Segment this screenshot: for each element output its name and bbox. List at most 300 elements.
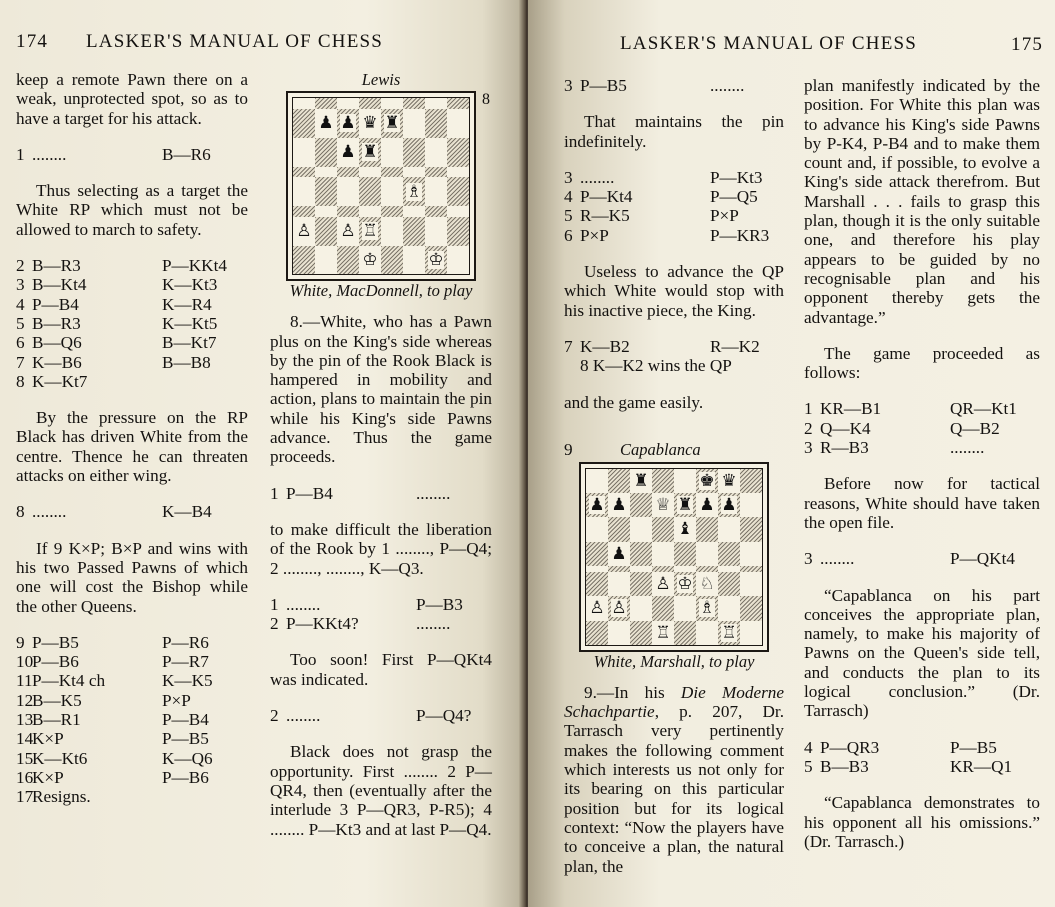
board-square [337,167,359,178]
board-square [652,493,674,517]
move-number: 4 [804,737,813,757]
black-move [162,372,248,391]
board-square [696,596,718,620]
move-list [564,337,784,356]
board-square [403,177,425,206]
board-square [381,167,403,178]
black-move [162,787,248,806]
board-square [381,206,403,217]
move-number: 3 [16,275,25,295]
move-number: 3 [564,167,573,187]
move-list [16,145,248,164]
move-number: 8 [16,371,25,391]
board-square [359,246,381,275]
board-square [293,217,315,246]
board-square [359,206,381,217]
chess-diagram-8 [286,91,476,281]
white-move: P—Kt4 [580,187,633,207]
chess-piece: ♝ [677,519,693,540]
black-move: P×P [162,690,191,710]
move-number: 5 [16,313,25,333]
black-move: P—B4 [162,710,209,730]
board-square [403,206,425,217]
board-square [381,177,403,206]
move-number: 1 [16,144,25,164]
move-row [270,614,492,633]
move-number: 6 [564,225,573,245]
board-square [381,138,403,167]
board-square [740,621,762,645]
white-move: P—Kt4 ch [32,671,106,691]
white-move: P—B5 [32,632,79,652]
board-square [586,542,608,566]
board-square [315,177,337,206]
board-square [674,542,696,566]
move-row [804,399,1040,418]
move-list [804,549,1040,568]
board-square [447,177,469,206]
paragraph: keep a remote Pawn there on a weak, unprotected spot, so as to have a target for his attack. [16,70,248,128]
board-square [359,177,381,206]
board-square [740,493,762,517]
white-move: ........ [286,706,321,726]
move-row [564,187,784,206]
board-square [381,98,403,109]
white-move: P—B4 [32,294,79,314]
white-move: KR—B1 [820,399,882,419]
move-number: 11 [16,671,33,691]
board-square [315,246,337,275]
move-number: 4 [564,187,573,207]
move-row [16,275,248,294]
board-square [425,109,447,138]
chess-piece: ♔ [362,249,378,270]
board-square [359,167,381,178]
chess-piece: ♟ [721,495,737,516]
chess-piece: ♜ [677,495,693,516]
diagram-number: 9 [564,439,573,459]
running-head: LASKER'S MANUAL OF CHESS [86,31,384,52]
move-row [564,76,784,95]
black-move: P—KR3 [710,225,770,245]
move-list [16,633,248,807]
board-square [293,98,315,109]
move-number: 4 [16,294,25,314]
board-square [425,167,447,178]
move-number: 2 [270,706,279,726]
white-move: P—KKt4? [286,614,359,634]
move-row [16,633,248,652]
paragraph: Too soon! First P—QKt4 was indicated. [270,650,492,689]
move-number: 10 [16,652,34,672]
chess-piece: ♚ [699,470,715,491]
white-move: B—R3 [32,256,81,276]
board-square [403,98,425,109]
board-square [425,138,447,167]
move-row [16,729,248,748]
paragraph: plan manifestly indicated by the position. For White this plan was to advance his King's side Pawns by P-K4, P-B4 and to make them count and, if possible, to evolve a King's side attack therefrom. But Marshall . . . fails to grasp this plan, though it is the only suitable one, and therefore his play appears to be guided by no recognisable plan and his opponent thereby gets the advantage.” [804,76,1040,327]
white-move: P—QR3 [820,737,880,757]
chess-piece: ♛ [362,113,378,134]
paragraph: That maintains the pin indefinitely. [564,112,784,151]
diagram-top-label: Lewis [361,70,401,89]
move-row [16,691,248,710]
move-row [804,549,1040,568]
black-move: P—Q4? [416,706,472,726]
chess-piece: ♜ [633,470,649,491]
diagram-number: 8 [482,91,490,108]
board-square [674,469,696,493]
chess-piece: ♟ [589,495,605,516]
board-square [718,621,740,645]
board-square [718,596,740,620]
board-square [447,109,469,138]
move-row [804,438,1040,457]
board-square [674,572,696,596]
black-move: P—B5 [162,729,209,749]
black-move: ........ [710,76,745,95]
board-square [696,572,718,596]
paragraph: Black does not grasp the opportunity. First ........ 2 P—QR4, then (eventually after the interlude 3 P—QR3, P-R5); 4 ........ P—Kt3 and at last P—Q4. [270,742,492,839]
board-square [425,217,447,246]
board-square [403,246,425,275]
board-square [696,621,718,645]
black-move: K—Q6 [162,748,213,768]
board-square [403,109,425,138]
move-row [16,749,248,768]
board-square [315,206,337,217]
move-row [16,333,248,352]
board-square [586,572,608,596]
running-head: LASKER'S MANUAL OF CHESS [620,33,918,54]
move-row [16,145,248,164]
move-row [16,314,248,333]
board-square [381,217,403,246]
black-move: K—B4 [162,502,212,522]
board-square [608,572,630,596]
board-square [447,98,469,109]
white-move: ........ [820,549,855,569]
board-square [447,217,469,246]
black-move: P—Q5 [710,187,758,207]
board-square [608,621,630,645]
chess-piece: ♗ [406,181,422,202]
move-row [564,168,784,187]
black-move: P—R7 [162,652,209,672]
board-square [652,517,674,541]
move-number: 3 [564,76,573,95]
right-page [528,0,1055,907]
page-number: 175 [1011,34,1044,55]
white-move: B—Q6 [32,333,82,353]
board-square [403,217,425,246]
board-square [315,217,337,246]
text-run: , p. 207, Dr. Tarrasch very pertinently makes the following comment which interests us not only for its bearing on this particular position but for its logical context: “Now the players have to conceive a plan, the natural plan, the [564,702,784,876]
board-square [674,493,696,517]
board-square [674,596,696,620]
chess-piece: ♟ [611,495,627,516]
black-move: B—B8 [162,352,211,372]
board-square [586,596,608,620]
board-square [696,542,718,566]
move-row [16,671,248,690]
move-row [16,710,248,729]
black-move: P—KKt4 [162,256,227,276]
paragraph: By the pressure on the RP Black has driven White from the centre. Thence he can threaten attacks on either wing. [16,408,248,486]
board-square [447,167,469,178]
board-square [652,469,674,493]
move-number: 7 [564,336,573,356]
move-number: 2 [270,614,279,634]
board-square [630,517,652,541]
black-move: ........ [416,614,451,634]
chess-piece: ♛ [721,470,737,491]
chess-piece: ♟ [611,543,627,564]
chess-piece: ♙ [611,598,627,619]
move-row [16,652,248,671]
board-square [630,542,652,566]
right-column-1 [564,76,784,893]
chess-piece: ♔ [428,249,444,270]
chess-piece: ♟ [340,113,356,134]
chess-piece: ♙ [340,221,356,242]
board-square [718,493,740,517]
move-row [16,502,248,521]
black-move: P×P [710,206,739,226]
white-move: ........ [32,502,67,522]
board-square [740,517,762,541]
move-number: 9 [16,632,25,652]
move-list [16,256,248,391]
white-move: Q—K4 [820,418,871,438]
move-row [16,372,248,391]
board-square [630,621,652,645]
board-square [293,109,315,138]
board-square [315,138,337,167]
board-square [740,572,762,596]
move-row [804,419,1040,438]
white-move: K×P [32,729,64,749]
board-square [337,98,359,109]
move-number: 2 [804,418,813,438]
board-square [447,246,469,275]
board-square [586,493,608,517]
board-square [403,138,425,167]
black-move: R—K2 [710,336,760,356]
chess-piece: ♙ [589,598,605,619]
board-square [381,246,403,275]
black-move: ........ [950,438,985,458]
white-move: K×P [32,767,64,787]
white-move: P—B6 [32,652,79,672]
board-square [586,469,608,493]
board-square [315,109,337,138]
white-move: B—R1 [32,710,81,730]
black-move: ........ [416,483,451,503]
board-square [586,621,608,645]
board-square [359,98,381,109]
board-square [381,109,403,138]
left-column-1 [16,70,248,807]
black-move: B—R6 [162,144,211,164]
board-square [293,206,315,217]
black-move: P—R6 [162,632,209,652]
move-number: 13 [16,710,34,730]
board-square [696,493,718,517]
board-square [293,246,315,275]
white-move: Resigns. [32,787,91,807]
move-number: 3 [804,549,813,569]
board-square [696,469,718,493]
board-square [718,469,740,493]
board-square [337,177,359,206]
move-list [804,399,1040,457]
chess-piece: ♖ [362,221,378,242]
move-list [270,595,492,634]
chess-piece: ♙ [296,221,312,242]
board-square [740,542,762,566]
board-square [674,517,696,541]
black-move: B—Kt7 [162,333,217,353]
board-square [630,596,652,620]
board-square [425,246,447,275]
move-number: 12 [16,690,34,710]
paragraph: Thus selecting as a target the White RP which must not be allowed to march to safety. [16,181,248,239]
white-move: ........ [32,144,67,164]
white-move: R—K5 [580,206,630,226]
chess-piece: ♙ [655,574,671,595]
diagram-caption: White, Marshall, to play [593,651,755,671]
chess-piece: ♕ [655,495,671,516]
board-square [425,177,447,206]
paragraph: “Capablanca on his part conceives the appropriate plan, namely, to make his majority of Pawns on the Queen's side tell, and conducts the plan to its logical conclusion.” (Dr. Tarrasch) [804,585,1040,721]
move-row [16,768,248,787]
black-move: KR—Q1 [950,756,1013,776]
book-title: Die Moderne Schachpartie [564,682,784,722]
chess-piece: ♖ [721,622,737,643]
move-number: 3 [804,438,813,458]
board-square [293,167,315,178]
white-move: P—B5 [580,76,627,95]
move-row [270,706,492,725]
board-square [337,109,359,138]
move-number: 15 [16,748,34,768]
board-square [608,517,630,541]
black-move: P—B5 [950,737,997,757]
move-number: 1 [804,399,813,419]
black-move: P—B6 [162,767,209,787]
diagram-caption: White, MacDonnell, to play [289,281,473,301]
board-square [447,138,469,167]
board-square [674,621,696,645]
move-number: 17 [16,787,34,807]
page-number: 174 [16,31,49,52]
right-column-2 [804,76,1040,868]
board-square [315,167,337,178]
board-square [608,493,630,517]
board-square [447,206,469,217]
diagram-top-label: Capablanca [620,439,701,459]
move-list [564,76,784,95]
board-square [293,177,315,206]
board-square [359,217,381,246]
move-row [16,295,248,314]
move-row [270,484,492,503]
white-move: K—Kt7 [32,371,88,391]
move-row [564,206,784,225]
move-number: 7 [16,352,25,372]
white-move: B—Kt4 [32,275,87,295]
move-number: 1 [270,594,279,614]
chess-piece: ♔ [677,574,693,595]
board-square [696,517,718,541]
black-move: Q—B2 [950,418,1000,438]
board-square [630,469,652,493]
move-row [16,256,248,275]
board-square [403,167,425,178]
board-square [630,493,652,517]
board-square [652,572,674,596]
white-move: B—B3 [820,756,869,776]
chess-piece: ♟ [318,113,334,134]
board-square [586,517,608,541]
board-square [337,206,359,217]
board-square [359,138,381,167]
paragraph [564,683,784,876]
board-square [359,109,381,138]
move-line: 8 K—K2 wins the QP [580,356,732,376]
white-move: ........ [286,594,321,614]
move-number: 1 [270,483,279,503]
board-square [652,621,674,645]
paragraph: The game proceeded as follows: [804,343,1040,383]
board-square [652,596,674,620]
board-square [293,138,315,167]
white-move: ........ [580,167,615,187]
move-number: 6 [16,333,25,353]
board-square [630,572,652,596]
board-square [337,246,359,275]
black-move: P—QKt4 [950,549,1015,569]
white-move: P×P [580,225,609,245]
move-number: 16 [16,767,34,787]
white-move: K—Kt6 [32,748,88,768]
board-square [718,542,740,566]
black-move: P—B3 [416,594,463,614]
white-move: R—B3 [820,438,869,458]
board-square [608,542,630,566]
move-list [270,706,492,725]
text-run: 9.—In his [584,682,681,702]
board-square [608,469,630,493]
move-list [804,738,1040,777]
white-move: B—R3 [32,313,81,333]
board-square [718,517,740,541]
move-row [564,337,784,356]
board-square [315,98,337,109]
board-square [608,596,630,620]
move-list [16,502,248,521]
black-move: QR—Kt1 [950,399,1017,419]
move-list [564,168,784,245]
left-column-2 [270,70,492,856]
board-square [425,98,447,109]
move-number: 5 [804,756,813,776]
chess-diagram-9 [579,462,769,652]
board-square [337,138,359,167]
black-move: P—Kt3 [710,167,763,187]
board-square [718,572,740,596]
